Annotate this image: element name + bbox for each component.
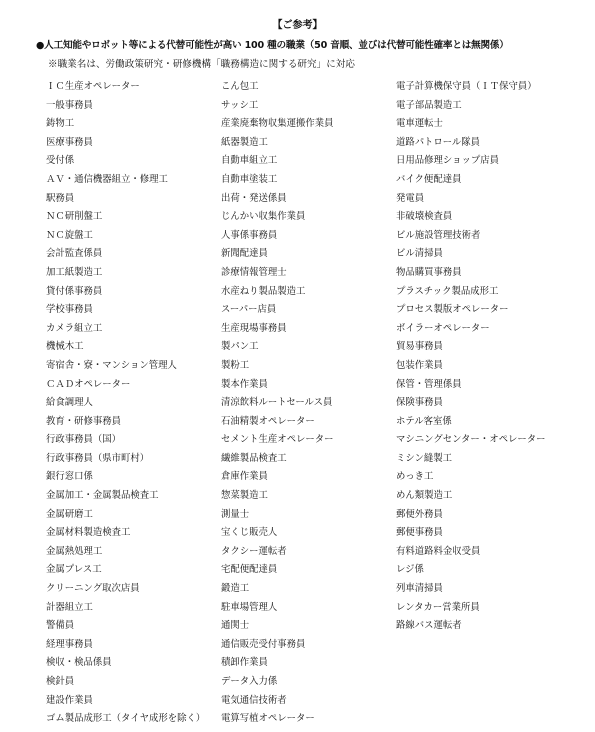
list-item: 計器組立工 (46, 601, 93, 613)
list-item: 給食調理人 (46, 397, 93, 409)
list-item: ホテル客室係 (396, 415, 452, 427)
list-item: タクシー運転者 (221, 545, 287, 557)
list-item: 包装作業員 (396, 359, 443, 371)
list-item: 鋳物工 (46, 118, 75, 130)
list-item: ＡＶ・通信機器組立・修理工 (46, 173, 168, 185)
list-item: 加工紙製造工 (46, 266, 103, 278)
list-item: 水産ねり製品製造工 (221, 285, 306, 297)
list-item: バイク便配達員 (396, 173, 462, 185)
list-item: ミシン縫製工 (396, 452, 453, 464)
list-item: 生産現場事務員 (221, 322, 287, 334)
list-item: 電子計算機保守員（ＩＴ保守員） (396, 81, 537, 92)
list-item: 検収・検品係員 (46, 657, 112, 669)
list-item: めっき工 (396, 471, 434, 483)
list-item: ＮＣ旋盤工 (46, 229, 93, 241)
list-item: カメラ組立工 (46, 322, 103, 334)
list-item: 積卸作業員 (221, 657, 268, 669)
list-item: レンタカー営業所員 (396, 601, 480, 613)
list-item: 通信販売受付事務員 (221, 638, 306, 650)
list-item: スーパー店員 (221, 304, 277, 316)
list-item: 電気通信技術者 (221, 694, 287, 706)
list-item: ビル施設管理技術者 (396, 229, 481, 241)
list-item: 郵便外務員 (396, 508, 443, 520)
list-item: 建設作業員 (46, 694, 93, 706)
list-item: 物品購買事務員 (396, 266, 462, 278)
list-item: 貸付係事務員 (46, 285, 103, 297)
list-item: 金属プレス工 (46, 564, 102, 576)
occupation-column-1 (46, 78, 205, 729)
list-item: 繊維製品検査工 (221, 452, 287, 464)
list-item: 列車清掃員 (396, 583, 443, 595)
list-item: 警備員 (46, 620, 75, 632)
list-item: 有料道路料金収受員 (396, 545, 481, 557)
list-item: 郵便事務員 (396, 527, 443, 539)
list-item: サッシ工 (221, 99, 259, 111)
list-item: 産業廃棄物収集運搬作業員 (221, 118, 334, 130)
list-item: 惣菜製造工 (221, 490, 268, 502)
list-item: 通関士 (221, 620, 250, 632)
list-item: 一般事務員 (46, 99, 93, 111)
list-item: 金属材料製造検査工 (46, 527, 131, 539)
list-heading: ●人工知能やロボット等による代替可能性が高い 100 種の職業（50 音順、並びは代替可能性確率とは無関係） (36, 40, 509, 51)
source-note: ※職業名は、労働政策研究・研修機構「職務構造に関する研究」に対応 (48, 59, 355, 70)
list-item: 宝くじ販売人 (221, 527, 278, 539)
list-item: 経理事務員 (46, 638, 93, 650)
list-item: 自動車組立工 (221, 155, 278, 167)
list-item: 寄宿舎・寮・マンション管理人 (46, 359, 177, 371)
list-item: 宅配便配達員 (221, 564, 278, 576)
list-item: 発電員 (396, 192, 425, 204)
list-item: 会計監査係員 (46, 248, 103, 260)
list-item: ビル清掃員 (396, 248, 443, 260)
list-item: 製本作業員 (221, 378, 268, 390)
list-item: 保険事務員 (396, 397, 443, 409)
list-item: 自動車塗装工 (221, 173, 278, 185)
list-item: 機械木工 (46, 341, 84, 353)
list-item: 診療情報管理士 (221, 266, 287, 278)
list-item: 製パン工 (221, 341, 259, 353)
list-item: 人事係事務員 (221, 229, 278, 241)
list-item: 金属研磨工 (46, 508, 93, 520)
list-item: セメント生産オペレーター (221, 434, 334, 446)
list-item: 学校事務員 (46, 304, 93, 316)
page-title: 【ご参考】 (272, 20, 323, 31)
list-item: 日用品修理ショップ店員 (396, 155, 499, 167)
list-item: 銀行窓口係 (46, 471, 93, 483)
list-item: プロセス製版オペレーター (396, 304, 509, 316)
list-item: こん包工 (221, 81, 259, 92)
list-item: 受付係 (46, 155, 75, 167)
list-item: 貿易事務員 (396, 341, 443, 353)
list-item: 路線バス運転者 (396, 620, 462, 632)
list-item: マシニングセンター・オペレーター (396, 434, 546, 446)
list-item: 紙器製造工 (221, 136, 268, 148)
list-item: 駅務員 (46, 192, 75, 204)
list-item: プラスチック製品成形工 (396, 285, 499, 297)
list-item: 倉庫作業員 (221, 471, 268, 483)
list-item: 検針員 (46, 676, 75, 687)
list-item: 道路パトロール隊員 (396, 136, 481, 148)
list-item: 医療事務員 (46, 136, 93, 148)
occupation-column-2 (221, 78, 334, 729)
list-item: クリーニング取次店員 (46, 583, 140, 595)
list-item: 石油精製オペレーター (221, 415, 315, 427)
list-item: 電算写植オペレーター (221, 713, 315, 725)
list-item: 金属加工・金属製品検査工 (46, 490, 159, 502)
list-item: 行政事務員（国） (46, 434, 122, 446)
list-item: 清涼飲料ルートセールス員 (221, 397, 333, 409)
list-item: 駐車場管理人 (221, 601, 278, 613)
list-item: ゴム製品成形工（タイヤ成形を除く） (46, 713, 206, 725)
list-item: 出荷・発送係員 (221, 192, 287, 204)
list-item: 鍛造工 (221, 583, 250, 595)
list-item: 測量士 (221, 508, 250, 520)
list-item: 教育・研修事務員 (46, 415, 122, 427)
list-item: 金属熱処理工 (46, 545, 103, 557)
list-item: 行政事務員（県市町村） (46, 452, 150, 464)
list-item: 電車運転士 (396, 118, 443, 130)
list-item: じんかい収集作業員 (221, 211, 306, 223)
list-item: レジ係 (396, 564, 424, 576)
list-item: 製粉工 (221, 359, 250, 371)
list-item: ＣＡＤオペレーター (46, 378, 131, 390)
list-item: データ入力係 (221, 676, 278, 687)
list-item: 保管・管理係員 (396, 378, 462, 390)
list-item: めん類製造工 (396, 490, 453, 502)
list-item: 電子部品製造工 (396, 99, 462, 111)
list-item: ＩＣ生産オペレーター (46, 81, 140, 92)
list-item: 非破壊検査員 (396, 211, 453, 223)
list-item: ボイラーオペレーター (396, 322, 490, 334)
list-item: ＮＣ研削盤工 (46, 211, 103, 223)
list-item: 新聞配達員 (221, 248, 268, 260)
occupation-column-3 (396, 78, 545, 636)
